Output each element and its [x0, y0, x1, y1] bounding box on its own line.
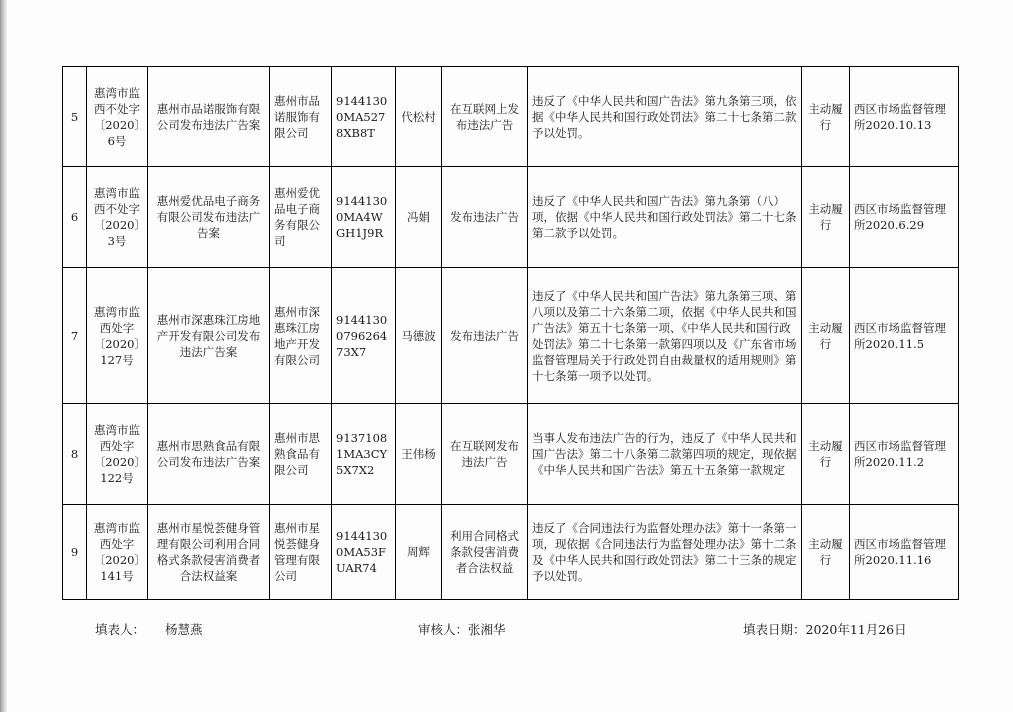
credit-code-cell: 91441300MA53FUAR74 — [332, 505, 396, 600]
office-and-date-cell: 西区市场监督管理所2020.11.16 — [850, 505, 959, 600]
case-name-cell: 惠州爱优品电子商务有限公司发布违法广告案 — [148, 167, 270, 268]
penalty-basis-cell: 违反了《中华人民共和国广告法》第九条第三项，依据《中华人民共和国行政处罚法》第二十七条第二款予以处罚。 — [528, 67, 802, 167]
document-number-cell: 惠湾市监西处字〔2020〕127号 — [87, 268, 148, 404]
execution-status-cell: 主动履行 — [802, 268, 850, 404]
execution-status-cell: 主动履行 — [802, 67, 850, 167]
execution-status-cell: 主动履行 — [802, 167, 850, 268]
date-field — [743, 620, 907, 638]
reviewer-name: 张湘华 — [468, 622, 506, 637]
document-number-cell: 惠湾市监西处字〔2020〕122号 — [87, 404, 148, 505]
row-number-cell: 9 — [63, 505, 87, 600]
case-name-cell: 惠州市品诺服饰有限公司发布违法广告案 — [148, 67, 270, 167]
date-label: 填表日期： — [743, 622, 806, 637]
table-row — [63, 404, 959, 505]
office-and-date-cell: 西区市场监督管理所2020.11.2 — [850, 404, 959, 505]
party-name-cell: 惠州市思熟食品有限公司 — [270, 404, 332, 505]
legal-representative-cell: 马德波 — [396, 268, 442, 404]
row-number-cell: 7 — [63, 268, 87, 404]
violation-type-cell: 在互联网发布违法广告 — [442, 404, 528, 505]
table-row — [63, 268, 959, 404]
office-and-date-cell: 西区市场监督管理所2020.6.29 — [850, 167, 959, 268]
credit-code-cell: 9144130079626473X7 — [332, 268, 396, 404]
filler-field — [95, 620, 203, 638]
credit-code-cell: 91441300MA4WGH1J9R — [332, 167, 396, 268]
party-name-cell: 惠州市深惠珠江房地产开发有限公司 — [270, 268, 332, 404]
violation-type-cell: 发布违法广告 — [442, 268, 528, 404]
reviewer-field — [418, 620, 506, 638]
execution-status-cell: 主动履行 — [802, 505, 850, 600]
date-value: 2020年11月26日 — [805, 622, 907, 637]
legal-representative-cell: 冯娟 — [396, 167, 442, 268]
document-number-cell: 惠湾市监西不处字〔2020〕3号 — [87, 167, 148, 268]
table-row — [63, 505, 959, 600]
penalty-basis-cell: 违反了《中华人民共和国广告法》第九条第三项、第八项以及第二十六条第二项，依据《中华人民共和国广告法》第五十七条第一项、《中华人民共和国行政处罚法》第二十七条第一款第四项以及《广东省市场监督管理局关于行政处罚自由裁量权的适用规则》第十七条第一项予以处罚。 — [528, 268, 802, 404]
legal-representative-cell: 王伟杨 — [396, 404, 442, 505]
row-number-cell: 8 — [63, 404, 87, 505]
legal-representative-cell: 代松村 — [396, 67, 442, 167]
form-footer — [0, 620, 1013, 640]
case-name-cell: 惠州市深惠珠江房地产开发有限公司发布违法广告案 — [148, 268, 270, 404]
office-and-date-cell: 西区市场监督管理所2020.10.13 — [850, 67, 959, 167]
credit-code-cell: 91441300MA5278XB8T — [332, 67, 396, 167]
penalty-basis-cell: 违反了《中华人民共和国广告法》第九条第（八）项，依据《中华人民共和国行政处罚法》第二十七条第二款予以处罚。 — [528, 167, 802, 268]
row-number-cell: 5 — [63, 67, 87, 167]
table-row — [63, 67, 959, 167]
party-name-cell: 惠州市星悦荟健身管理有限公司 — [270, 505, 332, 600]
filler-name: 杨慧燕 — [165, 622, 203, 637]
execution-status-cell: 主动履行 — [802, 404, 850, 505]
row-number-cell: 6 — [63, 167, 87, 268]
penalty-basis-cell: 违反了《合同违法行为监督处理办法》第十一条第一项，现依据《合同违法行为监督处理办法》第十二条及《中华人民共和国行政处罚法》第二十三条的规定予以处罚。 — [528, 505, 802, 600]
legal-representative-cell: 周辉 — [396, 505, 442, 600]
penalty-records-table — [62, 66, 959, 600]
party-name-cell: 惠州市品诺服饰有限公司 — [270, 67, 332, 167]
case-name-cell: 惠州市思熟食品有限公司发布违法广告案 — [148, 404, 270, 505]
party-name-cell: 惠州爱优品电子商务有限公司 — [270, 167, 332, 268]
table-row — [63, 167, 959, 268]
credit-code-cell: 91371081MA3CY5X7X2 — [332, 404, 396, 505]
table-body — [63, 67, 959, 600]
document-number-cell: 惠湾市监西不处字〔2020〕6号 — [87, 67, 148, 167]
violation-type-cell: 发布违法广告 — [442, 167, 528, 268]
penalty-basis-cell: 当事人发布违法广告的行为，违反了《中华人民共和国广告法》第二十八条第二款第四项的规定，现依据《中华人民共和国广告法》第五十五条第一款规定 — [528, 404, 802, 505]
violation-type-cell: 利用合同格式条款侵害消费者合法权益 — [442, 505, 528, 600]
office-and-date-cell: 西区市场监督管理所2020.11.5 — [850, 268, 959, 404]
violation-type-cell: 在互联网上发布违法广告 — [442, 67, 528, 167]
scan-edge — [0, 0, 7, 712]
filler-label: 填表人： — [95, 622, 146, 637]
reviewer-label: 审核人： — [418, 622, 469, 637]
case-name-cell: 惠州市星悦荟健身管理有限公司利用合同格式条款侵害消费者合法权益案 — [148, 505, 270, 600]
document-number-cell: 惠湾市监西处字〔2020〕141号 — [87, 505, 148, 600]
